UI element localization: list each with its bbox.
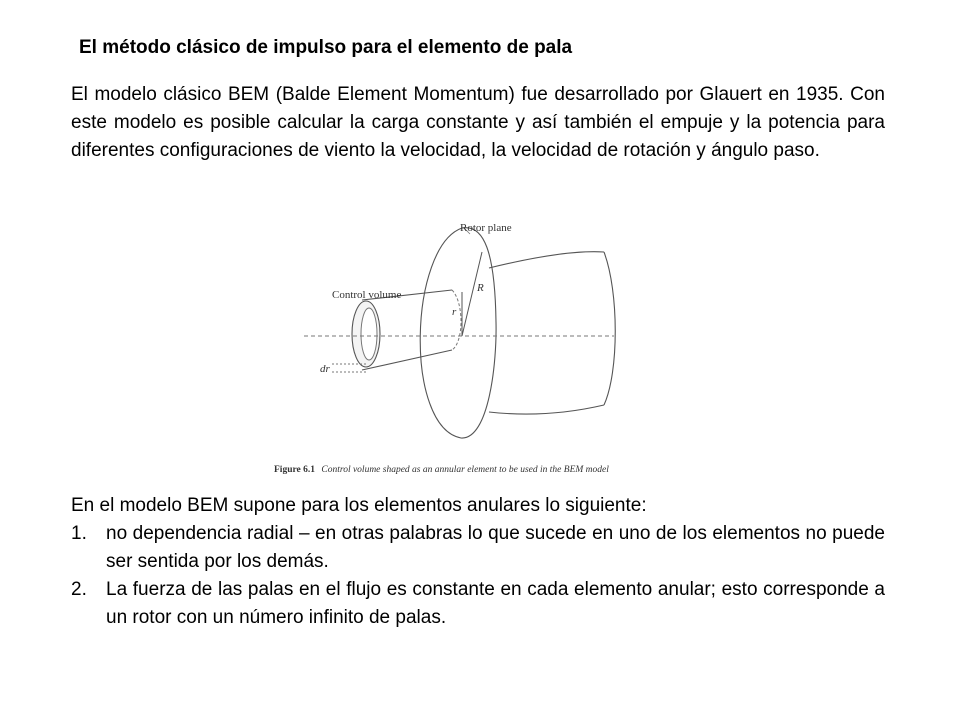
list-item-text: no dependencia radial – en otras palabras lo que sucede en uno de los elementos no puede ser sentida por los demás. — [106, 523, 885, 572]
figure-caption-text: Control volume shaped as an annular element to be used in the BEM model — [321, 465, 609, 475]
radius-R-line — [462, 252, 482, 336]
list-intro: En el modelo BEM supone para los elementos anulares lo siguiente: — [71, 495, 647, 516]
figure-caption — [274, 465, 609, 475]
control-volume-diagram — [274, 212, 714, 478]
control-volume-label: Control volume — [332, 289, 402, 301]
assumptions-list — [71, 520, 885, 632]
radius-R-label: R — [477, 282, 484, 294]
stream-tube-top — [489, 252, 604, 268]
list-item-number: 2. — [71, 579, 87, 600]
list-item — [71, 520, 885, 576]
rotor-plane-label: Rotor plane — [460, 222, 512, 234]
bem-figure — [274, 212, 714, 478]
radius-r-label: r — [452, 306, 457, 318]
list-item-text: La fuerza de las palas en el flujo es constante en cada elemento anular; esto corresponde a un rotor con un número infinito de palas. — [106, 579, 885, 628]
control-volume-rotor-edge — [452, 290, 461, 350]
list-item-number: 1. — [71, 523, 87, 544]
dr-label: dr — [320, 363, 330, 375]
stream-tube-end — [604, 252, 615, 405]
rotor-plane-disc — [420, 228, 496, 438]
slide-title: El método clásico de impulso para el elemento de pala — [79, 37, 573, 58]
stream-tube-bottom — [489, 405, 604, 414]
annular-element-inner — [361, 308, 377, 360]
list-item — [71, 576, 885, 632]
intro-paragraph: El modelo clásico BEM (Balde Element Momentum) fue desarrollado por Glauert en 1935. Con este modelo es posible calcular la carga constante y así también el empuje y la potencia para diferentes configuraciones de viento la velocidad, la velocidad de rotación y ángulo paso. — [71, 84, 885, 161]
figure-caption-label: Figure 6.1 — [274, 465, 315, 475]
